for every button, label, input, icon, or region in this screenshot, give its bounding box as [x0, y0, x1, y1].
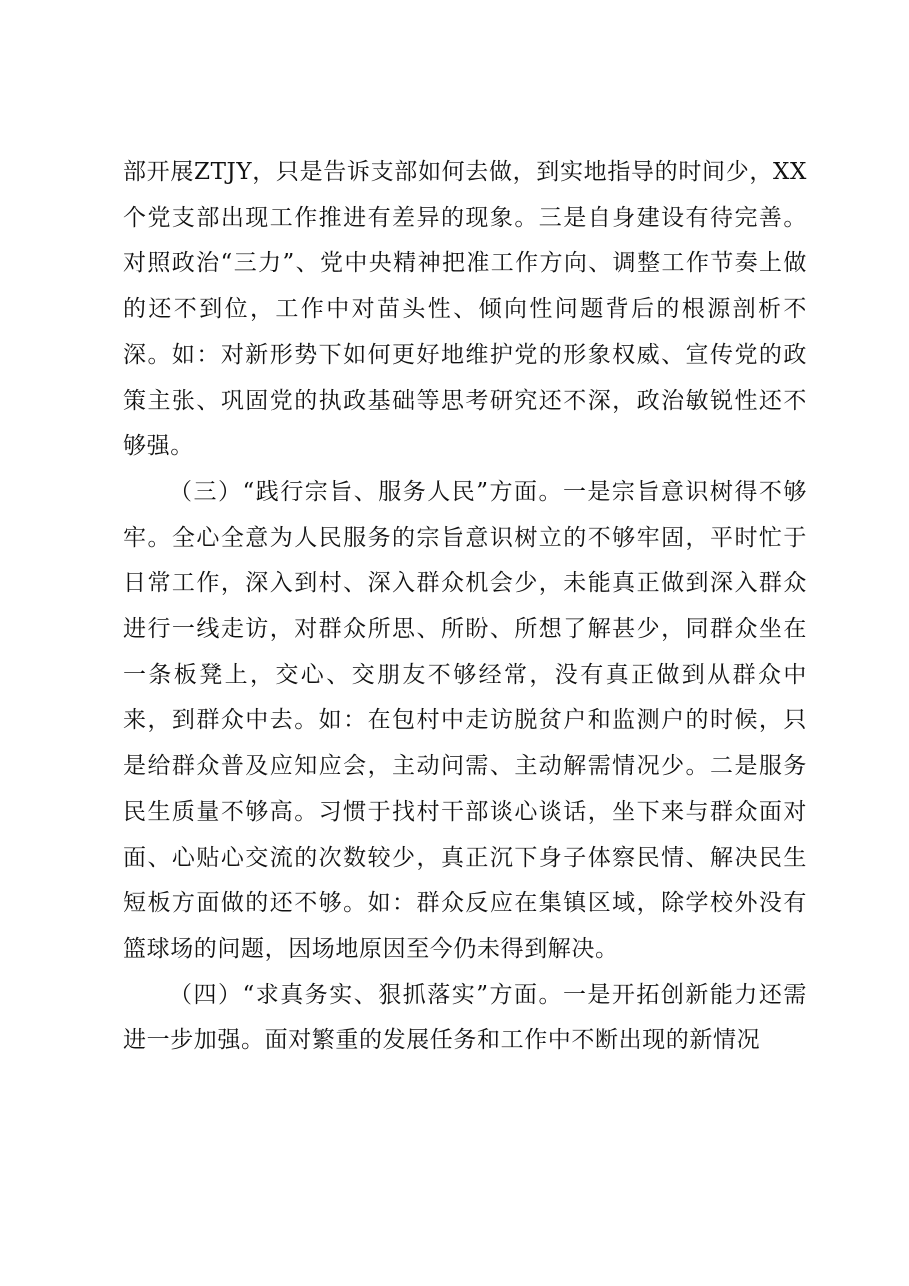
document-body: [123, 150, 807, 1064]
paragraph-self-construction: 部开展ZTJY，只是告诉支部如何去做，到实地指导的时间少，XX个党支部出现工作推进有差异的现象。三是自身建设有待完善。对照政治“三力”、党中央精神把准工作方向、调整工作节奏上做的还不到位，工作中对苗头性、倾向性问题背后的根源剖析不深。如：对新形势下如何更好地维护党的形象权威、宣传党的政策主张、巩固党的执政基础等思考研究还不深，政治敏锐性还不够强。: [123, 159, 807, 460]
paragraph-seek-truth: （四）“求真务实、狠抓落实”方面。一是开拓创新能力还需进一步加强。面对繁重的发展任务和工作中不断出现的新情况: [123, 981, 807, 1054]
paragraph-serve-people: （三）“践行宗旨、服务人民”方面。一是宗旨意识树得不够牢。全心全意为人民服务的宗旨意识树立的不够牢固，平时忙于日常工作，深入到村、深入群众机会少，未能真正做到深入群众进行一线走访，对群众所思、所盼、所想了解甚少，同群众坐在一条板凳上，交心、交朋友不够经常，没有真正做到从群众中来，到群众中去。如：在包村中走访脱贫户和监测户的时候，只是给群众普及应知应会，主动问需、主动解需情况少。二是服务民生质量不够高。习惯于找村干部谈心谈话，坐下来与群众面对面、心贴心交流的次数较少，真正沉下身子体察民情、解决民生短板方面做的还不够。如：群众反应在集镇区域，除学校外没有篮球场的问题，因场地原因至今仍未得到解决。: [123, 478, 807, 962]
